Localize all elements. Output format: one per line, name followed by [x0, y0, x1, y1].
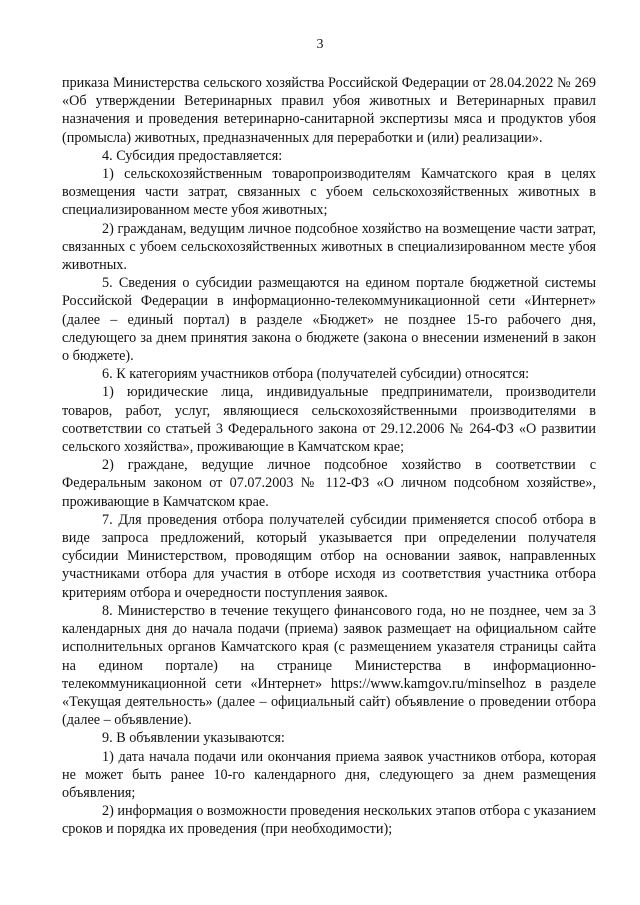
- paragraph-8: 8. Министерство в течение текущего финансового года, но не позднее, чем за 3 календарных дня до начала подачи (приема) заявок размещает на официальном сайте исполнительных органов Камчатского края (с размещением указателя страницы сайта на едином портале) на странице Министерства в информационно-телекоммуникационной сети «Интернет» https://www.kamgov.ru/minselhoz в разделе «Текущая деятельность» (далее – официальный сайт) объявление о проведении отбора (далее – объявление).: [62, 602, 596, 729]
- page-number: 3: [316, 37, 324, 52]
- paragraph-6-item-1: 1) юридические лица, индивидуальные предприниматели, производители товаров, работ, услуг, являющиеся сельскохозяйственными производителями в соответствии со статьей 3 Федерального закона от 29.12.2006 № 264-ФЗ «О развитии сельского хозяйства», проживающие в Камчатском крае;: [62, 384, 596, 456]
- paragraph-9-item-1: 1) дата начала подачи или окончания приема заявок участников отбора, которая не может быть ранее 10-го календарного дня, следующего за днем размещения объявления;: [62, 748, 596, 801]
- paragraph-order-reference: приказа Министерства сельского хозяйства Российской Федерации от 28.04.2022 № 269 «Об утверждении Ветеринарных правил убоя животных и Ветеринарных правил назначения и проведения ветеринарно-санитарной экспертизы мяса и продуктов убоя (промысла) животных, предназначенных для переработки и (или) реализации».: [62, 75, 596, 146]
- paragraph-4-heading: 4. Субсидия предоставляется:: [102, 147, 283, 164]
- paragraph-4-item-1: 1) сельскохозяйственным товаропроизводителям Камчатского края в целях возмещения части затрат, связанных с убоем сельскохозяйственных животных в специализированном месте убоя животных;: [62, 166, 596, 219]
- document-body: [62, 74, 596, 839]
- paragraph-7: 7. Для проведения отбора получателей субсидии применяется способ отбора в виде запроса предложений, который указывается при определении получателя субсидии Министерством, проводящим отбор на основании заявок, направленных участниками отбора для участия в отборе исходя из соответствия участника отбора критериям отбора и очередности поступления заявок.: [62, 511, 596, 601]
- paragraph-6-item-2: 2) граждане, ведущие личное подсобное хозяйство в соответствии с Федеральным законом от 07.07.2003 № 112-ФЗ «О личном подсобном хозяйстве», проживающие в Камчатском крае.: [62, 457, 596, 510]
- paragraph-5: 5. Сведения о субсидии размещаются на едином портале бюджетной системы Российской Федерации в информационно-телекоммуникационной сети «Интернет» (далее – единый портал) в разделе «Бюджет» не позднее 15-го рабочего дня, следующего за днем принятия закона о бюджете (закона о внесении изменений в закон о бюджете).: [62, 275, 596, 365]
- paragraph-9-item-2: 2) информация о возможности проведения нескольких этапов отбора с указанием сроков и порядка их проведения (при необходимости);: [62, 803, 596, 838]
- paragraph-6-heading: 6. К категориям участников отбора (получателей субсидии) относятся:: [102, 366, 530, 383]
- paragraph-9-heading: 9. В объявлении указываются:: [102, 730, 285, 747]
- paragraph-4-item-2: 2) гражданам, ведущим личное подсобное хозяйство на возмещение части затрат, связанных с убоем сельскохозяйственных животных в специализированном месте убоя животных.: [62, 220, 596, 274]
